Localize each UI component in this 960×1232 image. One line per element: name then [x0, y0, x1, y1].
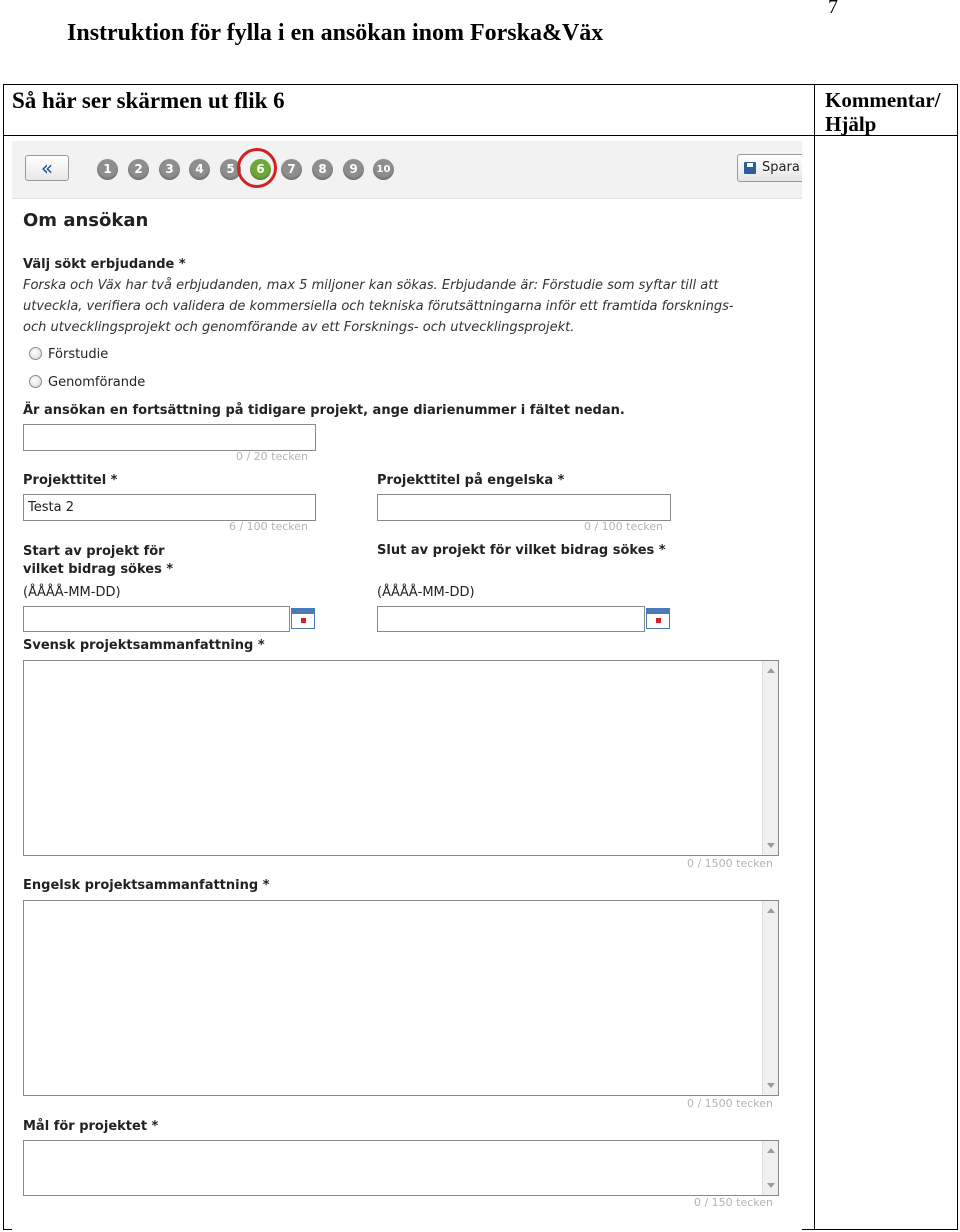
step-10-button[interactable]: 10 [373, 159, 394, 180]
start-date-input[interactable] [23, 606, 290, 632]
scroll-down-icon[interactable] [767, 1183, 775, 1188]
goal-counter: 0 / 150 tecken [693, 1196, 773, 1209]
step-3-button[interactable]: 3 [159, 159, 180, 180]
title-sv-input[interactable]: Testa 2 [23, 494, 316, 521]
comment-header-line: Kommentar/ [825, 88, 941, 112]
goal-textarea[interactable] [23, 1140, 779, 1196]
screen-description-header: Så här ser skärmen ut flik 6 [12, 88, 285, 113]
save-button-label: Spara [762, 160, 800, 175]
title-sv-counter: 6 / 100 tecken [228, 520, 308, 533]
start-date-label-line: Start av projekt för [23, 544, 165, 559]
end-date-label: Slut av projekt för vilket bidrag sökes * [377, 543, 666, 558]
step-5-button[interactable]: 5 [220, 159, 241, 180]
step-8-button[interactable]: 8 [312, 159, 333, 180]
offer-description-line: och utvecklingsprojekt och genomförande av ett Forsknings- och utvecklingsprojekt. [23, 320, 575, 335]
summary-en-textarea[interactable] [23, 900, 779, 1096]
continuation-label: Är ansökan en fortsättning på tidigare projekt, ange diarienummer i fältet nedan. [23, 403, 625, 418]
step-9-button[interactable]: 9 [343, 159, 364, 180]
end-date-calendar-icon[interactable] [646, 608, 670, 629]
scroll-up-icon[interactable] [767, 1148, 775, 1153]
diarienummer-input[interactable] [23, 424, 316, 451]
back-button[interactable]: « [25, 155, 69, 181]
genomforande-label: Genomförande [48, 375, 146, 390]
forstudie-radio[interactable] [29, 347, 42, 360]
diarienummer-counter: 0 / 20 tecken [235, 450, 308, 463]
application-screen [12, 141, 802, 1230]
section-title: Om ansökan [23, 210, 149, 231]
summary-en-counter: 0 / 1500 tecken [686, 1097, 773, 1110]
title-en-counter: 0 / 100 tecken [583, 520, 663, 533]
summary-en-scrollbar[interactable] [762, 901, 778, 1095]
start-date-label-line: vilket bidrag sökes * [23, 562, 174, 577]
page-number: 7 [828, 0, 838, 18]
step-4-button[interactable]: 4 [189, 159, 210, 180]
floppy-disk-icon [744, 162, 756, 174]
summary-sv-label: Svensk projektsammanfattning * [23, 638, 265, 653]
goal-scrollbar[interactable] [762, 1141, 778, 1195]
goal-label: Mål för projektet * [23, 1119, 159, 1134]
title-sv-label: Projekttitel * [23, 473, 118, 488]
summary-sv-counter: 0 / 1500 tecken [686, 857, 773, 870]
end-date-input[interactable] [377, 606, 645, 632]
scroll-down-icon[interactable] [767, 843, 775, 848]
start-date-format-hint: (ÅÅÅÅ-MM-DD) [23, 585, 121, 600]
offer-label: Välj sökt erbjudande * [23, 257, 186, 272]
start-date-calendar-icon[interactable] [291, 608, 315, 629]
end-date-format-hint: (ÅÅÅÅ-MM-DD) [377, 585, 475, 600]
title-en-label: Projekttitel på engelska * [377, 473, 565, 488]
step-1-button[interactable]: 1 [97, 159, 118, 180]
summary-en-label: Engelsk projektsammanfattning * [23, 878, 270, 893]
step-6-button[interactable]: 6 [250, 159, 271, 180]
comment-help-header [825, 88, 940, 136]
start-date-label [23, 543, 173, 579]
scroll-up-icon[interactable] [767, 908, 775, 913]
offer-description [23, 275, 783, 338]
scroll-down-icon[interactable] [767, 1083, 775, 1088]
offer-description-line: utveckla, verifiera och validera de kommersiella och tekniska förutsättningarna inför ett framtida forsknings- [23, 299, 734, 314]
genomforande-radio[interactable] [29, 375, 42, 388]
scroll-up-icon[interactable] [767, 668, 775, 673]
step-toolbar [12, 141, 802, 199]
offer-description-line: Forska och Väx har två erbjudanden, max 5 miljoner kan sökas. Erbjudande är: Förstudie som syftar till att [23, 278, 719, 293]
summary-sv-scrollbar[interactable] [762, 661, 778, 855]
forstudie-label: Förstudie [48, 347, 109, 362]
summary-sv-textarea[interactable] [23, 660, 779, 856]
step-7-button[interactable]: 7 [281, 159, 302, 180]
help-header-line: Hjälp [825, 112, 877, 136]
document-title: Instruktion för fylla i en ansökan inom Forska&Väx [67, 20, 604, 46]
title-en-input[interactable] [377, 494, 671, 521]
step-2-button[interactable]: 2 [128, 159, 149, 180]
save-button[interactable] [737, 154, 802, 182]
table-column-divider [814, 84, 815, 1230]
highlight-circle [237, 148, 277, 188]
